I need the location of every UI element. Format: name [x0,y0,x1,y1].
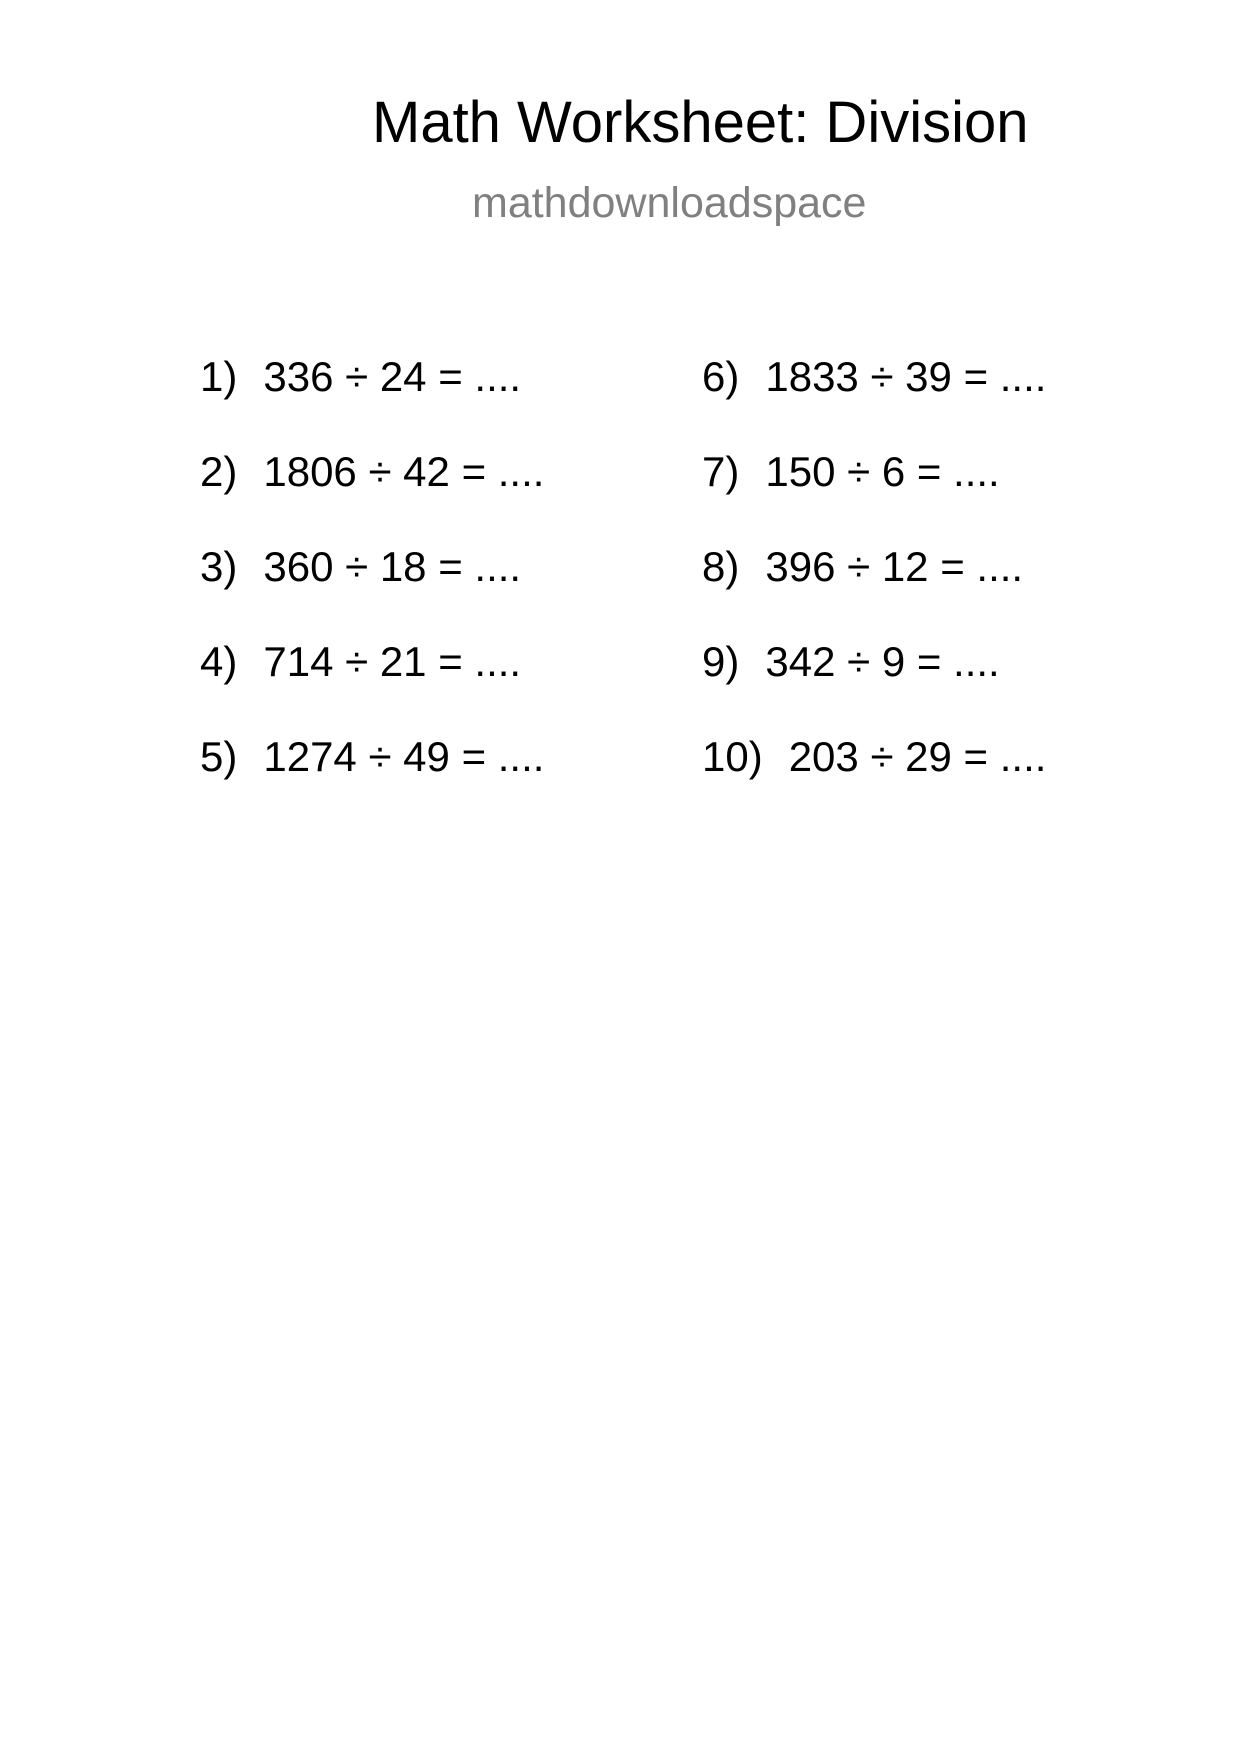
worksheet-title: Math Worksheet: Division [372,90,1029,155]
problem-item [702,638,1000,685]
problem-expression: 336 ÷ 24 = .... [263,353,522,400]
problem-number: 5) [200,733,238,780]
problem-item [702,353,1047,400]
problem-item [702,733,1047,780]
problem-number: 1) [200,353,238,400]
problem-item [200,448,545,495]
problem-number: 7) [702,448,740,495]
problem-expression: 150 ÷ 6 = .... [765,448,1000,495]
worksheet-subtitle: mathdownloadspace [472,179,867,227]
problem-number: 6) [702,353,740,400]
problem-item [702,543,1024,590]
problem-number: 10) [702,733,763,780]
problem-item [200,733,545,780]
problem-expression: 203 ÷ 29 = .... [788,733,1047,780]
problem-expression: 342 ÷ 9 = .... [765,638,1000,685]
problem-item [200,353,522,400]
problem-number: 8) [702,543,740,590]
problem-number: 4) [200,638,238,685]
problem-item [702,448,1000,495]
problem-number: 3) [200,543,238,590]
problem-number: 2) [200,448,238,495]
problem-expression: 1833 ÷ 39 = .... [765,353,1047,400]
problem-expression: 396 ÷ 12 = .... [765,543,1024,590]
problem-expression: 1274 ÷ 49 = .... [263,733,545,780]
problem-expression: 360 ÷ 18 = .... [263,543,522,590]
problem-item [200,543,522,590]
problem-expression: 1806 ÷ 42 = .... [263,448,545,495]
problem-expression: 714 ÷ 21 = .... [263,638,522,685]
problem-number: 9) [702,638,740,685]
problem-item [200,638,522,685]
